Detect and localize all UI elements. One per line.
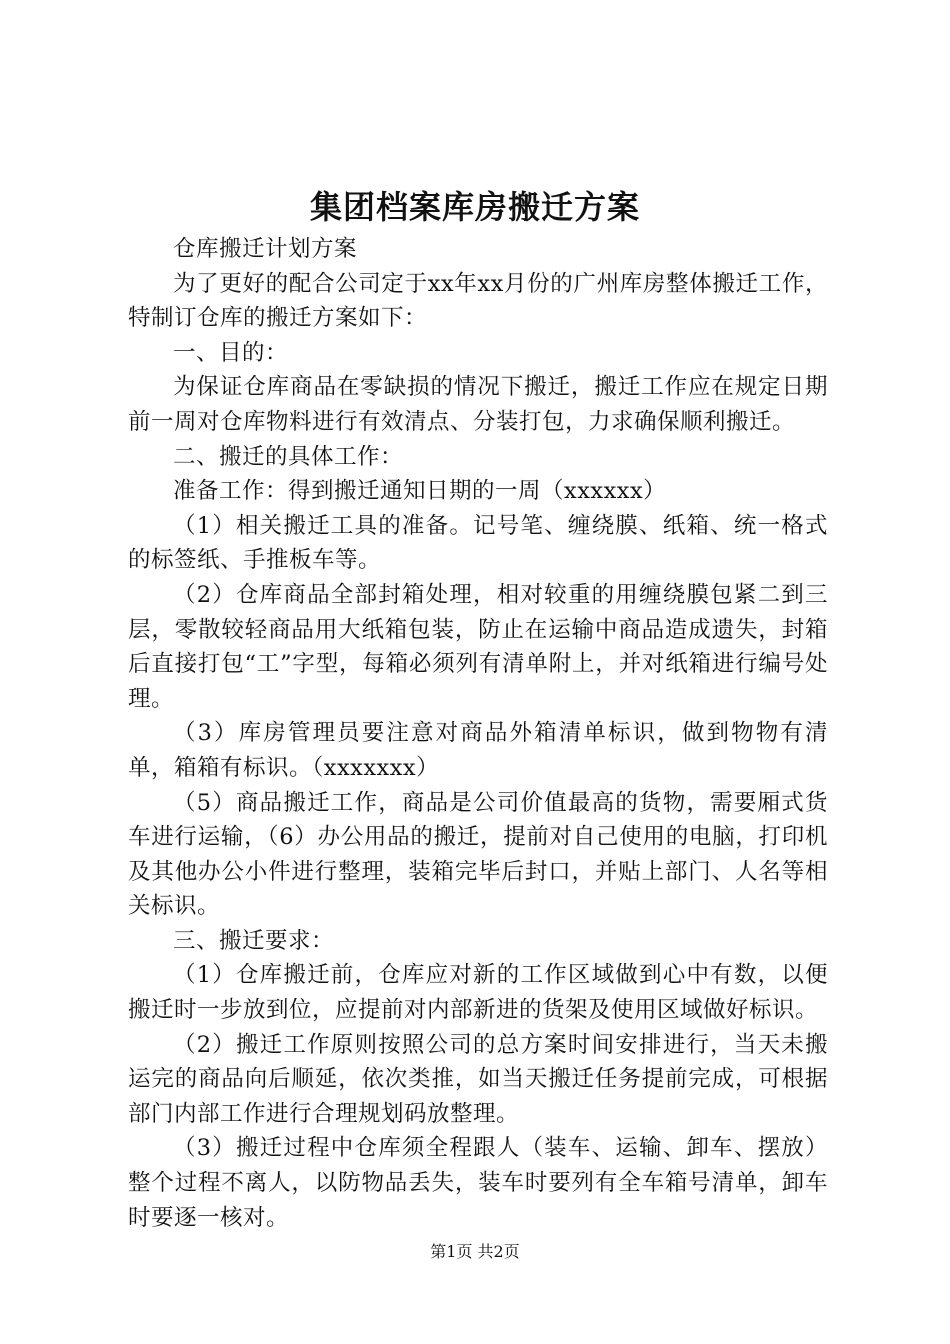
- list-item: （5）商品搬迁工作，商品是公司价值最高的货物，需要厢式货车进行运输，（6）办公用品的搬迁，提前对自己使用的电脑，打印机及其他办公小件进行整理，装箱完毕后封口，并贴上部门、人名等相关标识。: [128, 789, 828, 920]
- list-item: （1）相关搬迁工具的准备。记号笔、缠绕膜、纸箱、统一格式的标签纸、手推板车等。: [128, 512, 828, 574]
- page-number-footer: 第1页 共2页: [430, 1242, 520, 1261]
- paragraph: 为保证仓库商品在零缺损的情况下搬迁，搬迁工作应在规定日期前一周对仓库物料进行有效清点、分装打包，力求确保顺利搬迁。: [128, 374, 828, 435]
- list-item: （2）搬迁工作原则按照公司的总方案时间安排进行，当天未搬运完的商品向后顺延，依次类推，如当天搬迁任务提前完成，可根据部门内部工作进行合理规划码放整理。: [128, 1031, 828, 1127]
- section-heading: 三、搬迁要求：: [173, 927, 335, 954]
- section-heading: 二、搬迁的具体工作：: [173, 443, 404, 470]
- document-body: [128, 232, 828, 1235]
- paragraph: 仓库搬迁计划方案: [173, 236, 358, 262]
- list-item: （2）仓库商品全部封箱处理，相对较重的用缠绕膜包紧二到三层，零散较轻商品用大纸箱包装，防止在运输中商品造成遗失，封箱后直接打包“工”字型，每箱必须列有清单附上，并对纸箱进行编号处理。: [128, 581, 828, 712]
- list-item: （3）搬迁过程中仓库须全程跟人（装车、运输、卸车、摆放）整个过程不离人，以防物品丢失，装车时要列有全车箱号清单，卸车时要逐一核对。: [128, 1135, 828, 1231]
- document-title: 集团档案库房搬迁方案: [309, 188, 640, 226]
- paragraph: 准备工作：得到搬迁通知日期的一周（xxxxxx）: [173, 478, 667, 505]
- list-item: （3）库房管理员要注意对商品外箱清单标识，做到物物有清单，箱箱有标识。（xxxxxxx）: [128, 720, 828, 781]
- paragraph: 为了更好的配合公司定于xx年xx月份的广州库房整体搬迁工作，特制订仓库的搬迁方案如下：: [128, 270, 828, 332]
- section-heading: 一、目的：: [173, 339, 289, 366]
- list-item: （1）仓库搬迁前，仓库应对新的工作区域做到心中有数，以便搬迁时一步放到位，应提前对内部新进的货架及使用区域做好标识。: [128, 962, 828, 1024]
